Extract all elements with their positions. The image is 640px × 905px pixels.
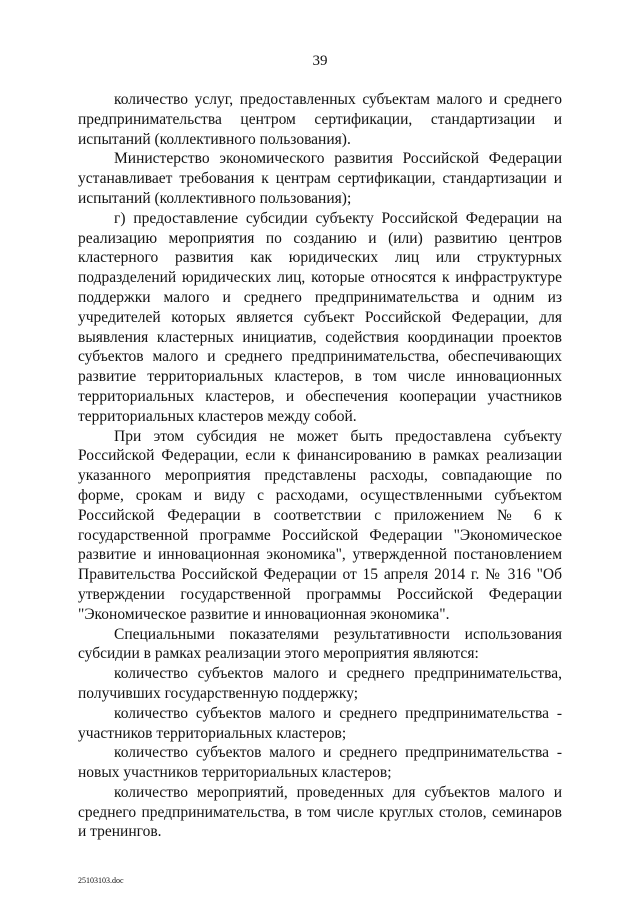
document-body [78, 90, 562, 842]
paragraph-subsidy-cluster-centers: г) предоставление субсидии субъекту Российской Федерации на реализацию мероприятия по созданию и (или) развитию центров кластерного развития как юридических лиц или структурных подразделений юридических лиц, которые относятся к инфраструктуре поддержки малого и среднего предпринимательства и одним из учредителей которых является субъект Российской Федерации, для выявления кластерных инициатив, содействия координации проектов субъектов малого и среднего предпринимательства, обеспечивающих развитие территориальных кластеров, в том числе инновационных территориальных кластеров, и обеспечения кооперации участников территориальных кластеров между собой. [78, 209, 562, 425]
paragraph-subsidy-restriction: При этом субсидия не может быть предоставлена субъекту Российской Федерации, если к финансированию в рамках реализации указанного мероприятия представлены расходы, совпадающие по форме, срокам и виду с расходами, осуществленными субъектом Российской Федерации в соответствии с приложением № 6 к государственной программе Российской Федерации "Экономическое развитие и инновационная экономика", утвержденной постановлением Правительства Российской Федерации от 15 апреля 2014 г. № 316 "Об утверждении государственной программы Российской Федерации "Экономическое развитие и инновационная экономика". [78, 427, 562, 623]
paragraph-indicator-cluster-participants: количество субъектов малого и среднего предпринимательства - участников территориальных кластеров; [78, 704, 562, 742]
paragraph-indicator-supported: количество субъектов малого и среднего предпринимательства, получивших государственную поддержку; [78, 665, 562, 702]
footer-filename: 25103103.doc [78, 876, 124, 885]
paragraph-indicator-events: количество мероприятий, проведенных для субъектов малого и среднего предпринимательства, в том числе круглых столов, семинаров и тренингов. [78, 783, 562, 841]
paragraph-services-count: количество услуг, предоставленных субъектам малого и среднего предпринимательства центром сертификации, стандартизации и испытаний (коллективного пользования). [78, 91, 562, 148]
paragraph-performance-indicators: Специальными показателями результативности использования субсидии в рамках реализации этого мероприятия являются: [78, 625, 562, 663]
paragraph-indicator-new-participants: количество субъектов малого и среднего предпринимательства - новых участников территориальных кластеров; [78, 744, 562, 782]
paragraph-ministry-requirements: Министерство экономического развития Российской Федерации устанавливает требования к центрам сертификации, стандартизации и испытаний (коллективного пользования); [78, 150, 562, 207]
page-number: 39 [312, 53, 328, 69]
